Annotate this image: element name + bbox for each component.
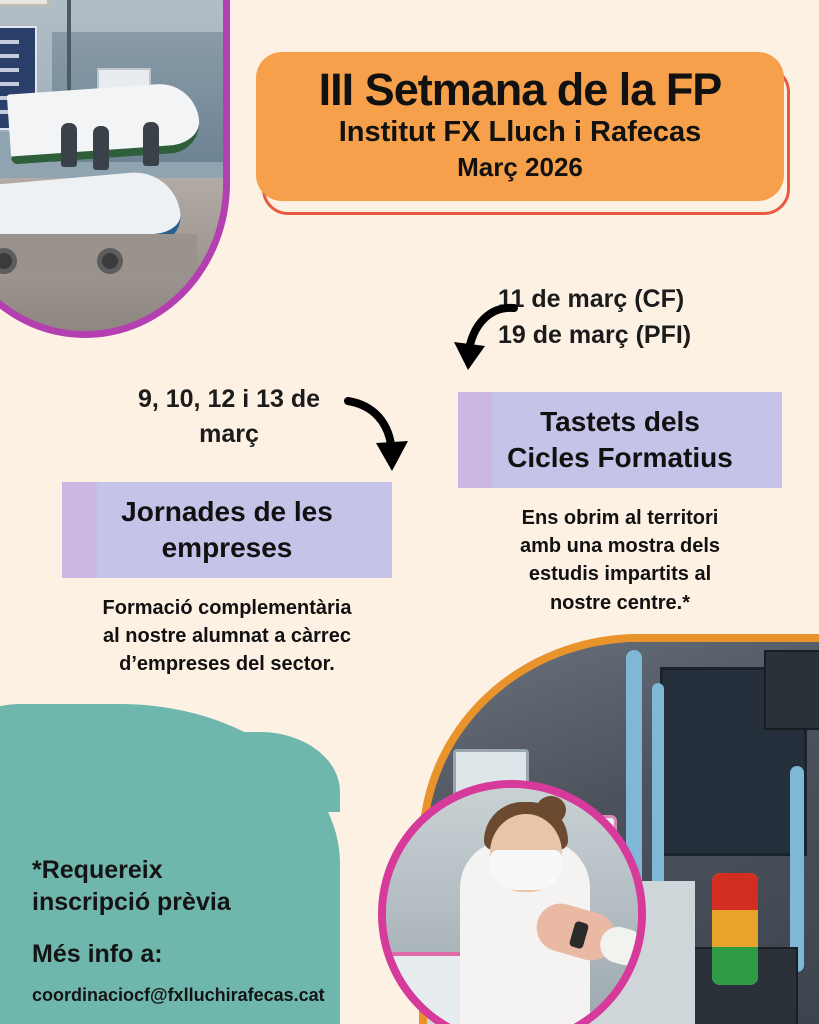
section-jornades-body-line3: d’empreses del sector. [119, 653, 335, 676]
section-tastets-title-box [458, 392, 782, 488]
footer-more-info: Més info a: [32, 940, 163, 968]
header-banner [256, 52, 784, 201]
section-tastets-body-line4: nostre centre.* [549, 591, 691, 614]
section-jornades-title-box [62, 482, 392, 578]
dates-left [104, 382, 354, 451]
section-jornades [62, 482, 392, 679]
footer-email[interactable]: coordinaciocf@fxlluchirafecas.cat [32, 985, 325, 1005]
section-jornades-body [62, 594, 392, 679]
photo-industry-box-1 [764, 650, 819, 730]
section-jornades-title-line2: empreses [161, 531, 293, 563]
footer [32, 854, 325, 1006]
dates-right-line1: 11 de març (CF) [498, 285, 685, 313]
photo-boats-wheel-2 [97, 248, 123, 274]
poster-subtitle: Institut FX Lluch i Rafecas [338, 116, 702, 149]
footer-note [32, 854, 325, 918]
section-jornades-title-line1: Jornades de les [121, 496, 333, 527]
dates-left-line2: març [199, 419, 259, 448]
header-banner-wrapper [256, 52, 784, 201]
photo-person [378, 780, 646, 1024]
photo-person-face-mask [490, 850, 562, 890]
section-tastets-body-line1: Ens obrim al territori [521, 506, 719, 529]
arrow-to-tastets [452, 300, 522, 385]
photo-boats-person-1 [61, 123, 77, 167]
dates-right [498, 282, 691, 353]
dates-left-line1: 9, 10, 12 i 13 de [137, 385, 321, 413]
poster-title: III Setmana de la FP [318, 64, 722, 115]
section-tastets [458, 392, 782, 617]
photo-industry-tube-3 [790, 766, 804, 972]
photo-industry-signal-lamp [712, 873, 758, 985]
photo-boats [0, 0, 230, 338]
poster-date: Març 2026 [457, 152, 583, 183]
section-jornades-body-line2: al nostre alumnat a càrrec [103, 625, 351, 648]
dates-right-line2: 19 de març (PFI) [498, 320, 692, 349]
photo-industry-tube-2 [652, 683, 664, 905]
section-tastets-title-line2: Cicles Formatius [507, 441, 733, 473]
section-tastets-body [458, 504, 782, 618]
photo-boats-sign [0, 0, 49, 6]
section-jornades-body-line1: Formació complementària [102, 596, 352, 619]
section-tastets-body-line3: estudis impartits al [528, 563, 712, 586]
photo-boats-person-3 [143, 122, 159, 166]
photo-boats-mast [67, 0, 71, 98]
footer-note-line2: inscripció prèvia [32, 888, 231, 916]
photo-boats-person-2 [93, 126, 109, 170]
arrow-to-jornades [342, 395, 412, 485]
section-tastets-title-line1: Tastets dels [540, 406, 700, 437]
section-tastets-body-line2: amb una mostra dels [519, 535, 721, 558]
footer-note-line1: *Requereix [32, 856, 163, 884]
